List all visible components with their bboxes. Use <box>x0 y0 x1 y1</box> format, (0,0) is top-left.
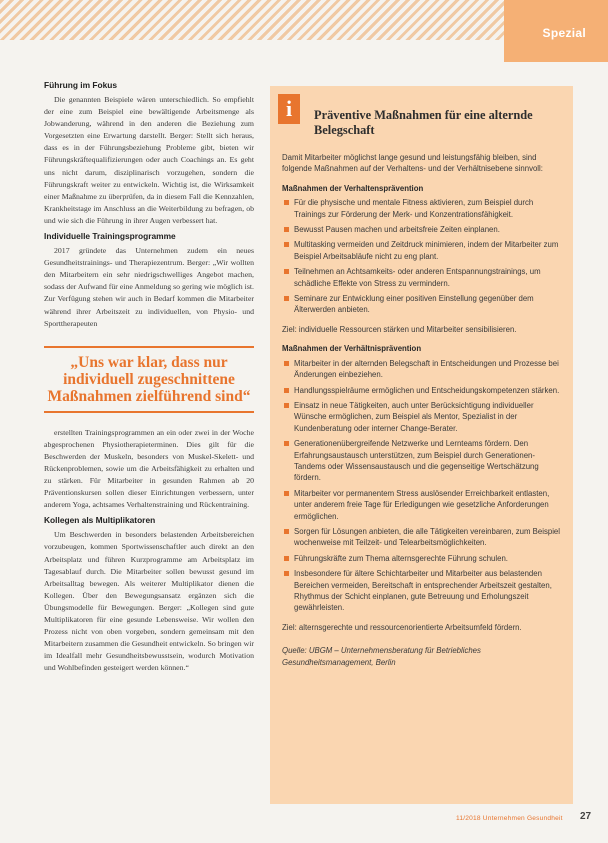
list-item: Für die physische und mentale Fitness aktivieren, zum Beispiel durch Trainings zur Förderung der Merk- und Konzentrationsfähigkeit. <box>282 197 564 220</box>
quote-rule-bottom <box>44 411 254 413</box>
list-item: Multitasking vermeiden und Zeitdruck minimieren, indem der Mitarbeiter zum Beispiel Arbeitsabläufe nicht zu eng plant. <box>282 239 564 262</box>
pull-quote-text: „Uns war klar, dass nur individuell zugeschnittene Maßnahmen zielführend sind“ <box>47 353 251 405</box>
list-item: Generationenübergreifende Netzwerke und Lernteams fördern. Den Erfahrungsaustausch unterstützen, zum Beispiel durch Generationen-Tandems oder Wissensaustausch und die gegenseitige Wertschätzung fördern. <box>282 438 564 484</box>
list-item: Sorgen für Lösungen anbieten, die alle Tätigkeiten vereinbaren, zum Beispiel wochenweise mit Teilzeit- und Telearbeitsmöglichkeiten. <box>282 526 564 549</box>
page-number: 27 <box>580 811 592 822</box>
list-item: Einsatz in neue Tätigkeiten, auch unter Berücksichtigung individueller Wünsche ermöglichen, zum Beispiel als Mentor, Spezialist in der Kundenberatung oder interner Change-Berater. <box>282 400 564 434</box>
section-tab-label: Spezial <box>542 26 586 40</box>
goal-line-1: Ziel: individuelle Ressourcen stärken und Mitarbeiter sensibilisieren. <box>282 324 517 334</box>
source-note: Quelle: UBGM – Unternehmensberatung für Betriebliches Gesundheitsmanagement, Berlin <box>282 646 481 667</box>
list-item: Führungskräfte zum Thema alternsgerechte Führung schulen. <box>282 553 564 564</box>
list-item: Teilnehmen an Achtsamkeits- oder anderen Entspannungstrainings, um schädliche Effekte von Stress zu vermindern. <box>282 266 564 289</box>
goal-line-2: Ziel: alternsgerechte und ressourcenorientierte Arbeitsumfeld fördern. <box>282 622 522 632</box>
list-verhalten <box>282 197 564 316</box>
paragraph-1: Die genannten Beispiele wären unterschiedlich. So empfiehlt der eine zum Beispiel eine bewältigende Arbeitsmenge als Jobwanderung, während in den anderen die Beziehung zum Vorgesetzten eine Erwartung darstellt. Berger: Stellt sich heraus, dass es in der Führungsbeziehung Probleme gibt, bieten wir Führungskräftequalifizierungen oder auch Coachings an. Es geht uns nicht darum, disziplinarisch vorzugehen, sondern die Führungskraft weiter zu entwickeln. Wichtig ist, die Wirksamkeit einer Maßnahme zu überprüfen, da in diesem Fall die Kennzahlen, Krankheitstage im Anschluss an die Weiterbildung zu befragen, ob und wie sich die Führung in ihrer Augen verbessert hat. <box>44 95 254 225</box>
list-item: Handlungsspielräume ermöglichen und Entscheidungskompetenzen stärken. <box>282 385 564 396</box>
info-box-title: Präventive Maßnahmen für eine alternde Belegschaft <box>314 108 533 137</box>
quote-rule-top <box>44 346 254 348</box>
heading-kollegen: Kollegen als Multiplikatoren <box>44 515 156 526</box>
list-item: Insbesondere für ältere Schichtarbeiter und Mitarbeiter aus belastenden Bereichen vermeiden, Bereitschaft in entsprechender Arbeitszeit gestalten, Rhythmus der Schicht einplanen, gute Betreuung und Erholungszeit gewährleisten. <box>282 568 564 614</box>
footer-brand: 11/2018 Unternehmen Gesundheit <box>456 815 563 822</box>
section-tab <box>504 0 608 62</box>
left-column <box>44 80 254 678</box>
list-item: Mitarbeiter vor permanentem Stress auslösender Erreichbarkeit entlasten, unter anderem freie Tage für Erledigungen wie gesetzliche Anforderungen ermöglichen. <box>282 488 564 522</box>
heading-verhaltenspraevention: Maßnahmen der Verhaltensprävention <box>282 183 424 193</box>
paragraph-4: Um Beschwerden in besonders belastenden Arbeitsbereichen vorzubeugen, kommen Sportwissenschaftler auch direkt an den Arbeitsplatz und führen Kurzprogramme am Arbeitsplatz im Tagesablauf durch. Die Mitarbeiter sollen bewusst gesund im Arbeitsalltag bewegen. Als weiterer Multiplikator dienen die Kollegen. Über den Bewegungsansatz ergänzen sich die Übungsmodelle für Bewegungen. Berger: „Kollegen sind gute Multiplikatoren für eine gesunde Lebensweise. Wir wollen den Prozess nicht von oben vorgeben, sondern gemeinsam mit den Mitarbeitern zusammen die Gesundheit entwickeln. So bringen wir im Idealfall mehr Gesundheitsbewusstsein, wodurch Motivation und Wohlbefinden gesteigert werden können.“ <box>44 530 254 673</box>
pull-quote <box>44 346 254 413</box>
paragraph-3: erstellten Trainingsprogrammen an ein oder zwei in der Woche abgesprochenen Physiotherapieterminen. Dies gilt für die Beschwerden der Muskeln, besonders von Muskel-Skelett- und Rückenproblemen, sowie um die Arbeitsfähigkeit zu erhalten und zu stärken. Für Mitarbeiter in gesunden Rahmen ab 20 Präventionskursen sollen dieser Einrichtungen verbessern, unter anderem Yoga, achtsames Verhaltenstraining und Rückentraining. <box>44 427 254 510</box>
info-box <box>270 86 573 804</box>
list-item: Bewusst Pausen machen und arbeitsfreie Zeiten einplanen. <box>282 224 564 235</box>
paragraph-2: 2017 gründete das Unternehmen zudem ein neues Gesundheitstrainings- und Therapiezentrum. Berger: „Wir wollten den Mitarbeitern ein sehr niedrigschwelliges Angebot machen, sodass der Aufwand für eine Anmeldung so gering wie möglich ist. Zur Verfügung stehen wir auch in Bedarf kommen die Mitarbeiter während ihrer Arbeitszeit zu individuellen, von Physio- und Sporttherapeuten <box>44 246 254 328</box>
info-box-body <box>282 152 564 668</box>
info-icon: i <box>278 94 300 124</box>
list-verhaeltnis <box>282 358 564 614</box>
heading-fuehrung: Führung im Fokus <box>44 80 118 90</box>
info-box-intro: Damit Mitarbeiter möglichst lange gesund und leistungsfähig bleiben, sind folgende Maßnahmen auf der Verhaltens- und der Verhältnisebene sinnvoll: <box>282 153 543 174</box>
list-item: Seminare zur Entwicklung einer positiven Einstellung gegenüber dem Älterwerden anbieten. <box>282 293 564 316</box>
list-item: Mitarbeiter in der alternden Belegschaft in Entscheidungen und Prozesse bei Änderungen einbeziehen. <box>282 358 564 381</box>
heading-verhaeltnispraevention: Maßnahmen der Verhältnisprävention <box>282 344 422 354</box>
heading-training: Individuelle Trainingsprogramme <box>44 231 176 242</box>
